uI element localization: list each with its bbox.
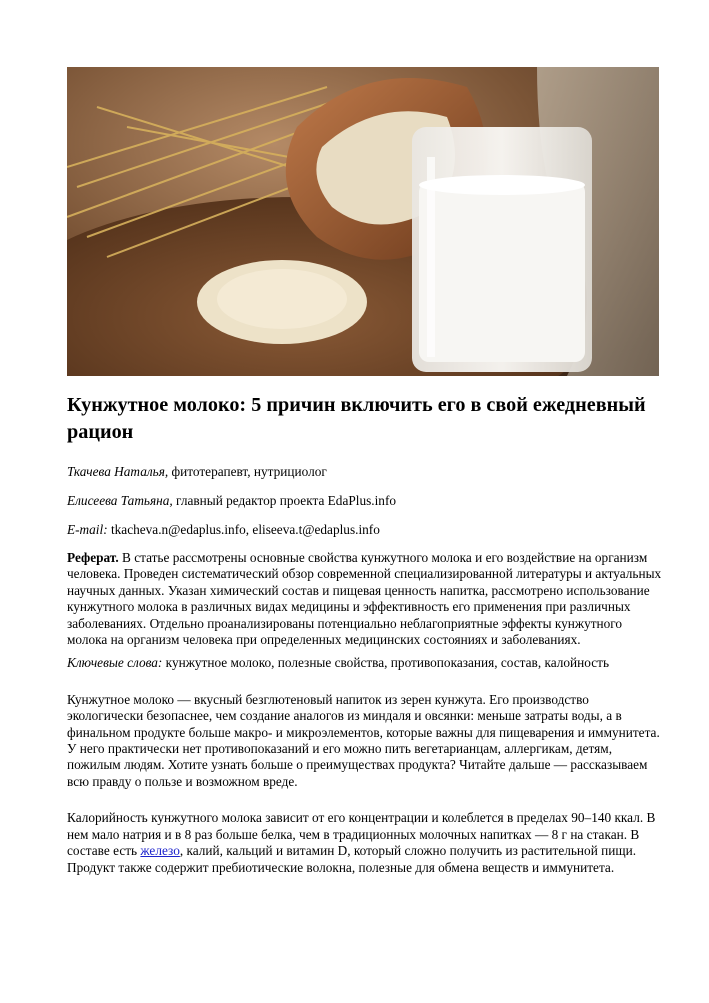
keywords-label: Ключевые слова: [67,655,163,671]
keywords [67,655,662,671]
keywords-text: кунжутное молоко, полезные свойства, противопоказания, состав, калойность [162,655,610,671]
article-content [67,392,662,876]
author1-role: фитотерапевт, нутрициолог [168,464,327,479]
body-paragraph-1: Кунжутное молоко — вкусный безглютеновый напиток из зерен кунжута. Его производство экологически безопаснее, чем создание аналогов из миндаля и овсянки: меньше затраты воды, а в финальном продукте больше макро- и микроэлементов, которые важны для пищеварения и иммунитета. У него практически нет противопоказаний и его можно пить вегетарианцам, аллергикам, детям, пожилым людям. Хотите узнать больше о преимуществах продукта? Читайте дальше — рассказываем всю правду о пользе и возможном вреде. [67,691,660,789]
body-paragraph-2 [67,810,662,876]
email-label: E-mail: [67,522,108,537]
author1-name: Ткачева Наталья, [67,464,169,479]
abstract-label: Реферат. [67,550,119,565]
paragraph2-text-after: , калий, кальций и витамин D, который сложно получить из растительной пищи. Продукт также содержит пребиотические волокна, полезные для обмена веществ и иммунитета. [67,843,637,875]
email-value: tkacheva.n@edaplus.info, eliseeva.t@edaplus.info [107,522,380,537]
paragraph2-text-before: Калорийность кунжутного молока зависит от его концентрации и колеблется в пределах 90–140 ккал. В нем мало натрия и в 8 раз больше белка, чем в традиционных молочных напитках — 8 г на стакан. В составе есть [67,810,656,859]
author-line-2 [67,493,662,509]
hero-image [67,67,659,376]
abstract-text: В статье рассмотрены основные свойства кунжутного молока и его воздействие на организм человека. Проведен систематический обзор современной специализированной литературы и актуальных научных данных. Указан химический состав и пищевая ценность напитка, рассмотрено использование кунжутного молока в различных видах медицины и эффективность его применения при различных заболеваниях. Отдельно проанализированы потенциально неблагоприятные эффекты кунжутного молока на организм человека при определенных медицинских состояниях и заболеваниях. [67,550,662,648]
email-line [67,522,662,538]
author2-role: главный редактор проекта EdaPlus.info [172,493,397,508]
author-line-1 [67,464,662,480]
abstract [67,550,662,648]
article-title: Кунжутное молоко: 5 причин включить его в свой ежедневный рацион [67,394,646,443]
iron-link[interactable]: железо [140,843,180,859]
photo-icon [67,67,659,376]
author2-name: Елисеева Татьяна, [67,493,173,508]
